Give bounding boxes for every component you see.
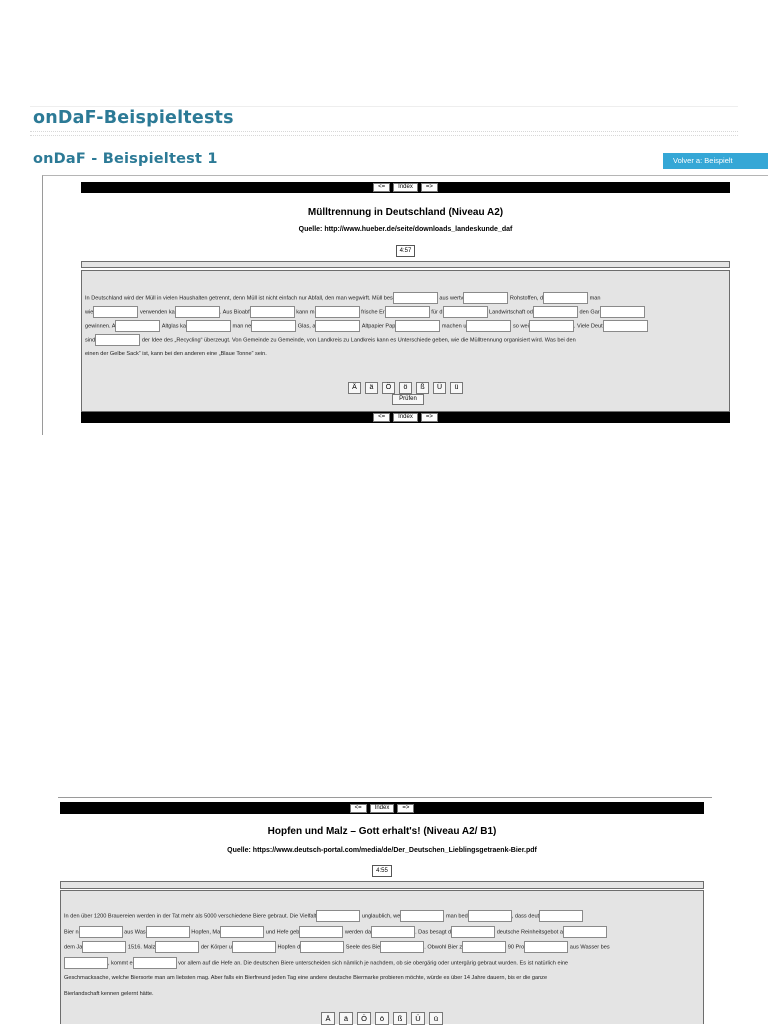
nav-index-button[interactable]: Index [370,804,395,813]
test2-divider [58,797,712,798]
text-segment: man bed [444,913,468,920]
text-line [64,988,154,1000]
gap-input[interactable] [395,320,440,332]
text-segment: für d [429,309,443,316]
special-char-button[interactable]: Ö [357,1012,371,1025]
test1-timer: 4:57 [396,245,415,257]
gap-input[interactable] [82,941,126,953]
text-segment: . Das besagt d [415,928,452,935]
text-segment: werden da [343,928,372,935]
nav-prev-button[interactable]: <= [373,413,390,422]
text-line [64,941,610,953]
check-button[interactable]: Prüfen [392,394,424,405]
special-char-button[interactable]: Ä [348,382,361,394]
text-segment: der Körper u [199,944,232,951]
text-line [85,334,576,346]
text-segment: . Obwohl Bier z [424,944,463,951]
text-segment: deutsche Reinheitsgebot a [495,928,563,935]
gap-input[interactable] [533,306,578,318]
text-segment: wie [85,309,94,316]
test1-source: Quelle: http://www.hueber.de/seite/downloads_landeskunde_daf [298,226,513,233]
page-heading: onDaF-Beispieltests [33,108,234,128]
gap-input[interactable] [529,320,574,332]
text-segment: vor allem auf die Hefe an. Die deutschen Biere unterscheiden sich nämlich je nachdem, ob sie obergärig oder untergärig gebraut wurden. Es ist natürlich eine [176,959,569,966]
special-char-button[interactable]: Ö [382,382,395,394]
gap-input[interactable] [315,306,360,318]
gap-input[interactable] [451,926,495,938]
test2-timer: 4:55 [372,865,392,877]
gap-input[interactable] [299,926,343,938]
text-segment: kann m [294,309,315,316]
text-segment: man ne [230,323,252,330]
nav-next-button[interactable]: => [397,804,414,813]
special-char-button[interactable]: ü [429,1012,443,1025]
gap-input[interactable] [315,320,360,332]
text-segment: , dass deut [511,913,540,920]
text-line [85,348,267,360]
text-segment: Hopfen, Ma [189,928,221,935]
test1-special-chars [82,376,729,394]
test1-title: Mülltrennung in Deutschland (Niveau A2) [307,207,504,218]
text-segment: Altpapier Pap [360,323,396,330]
text-segment: aus Was [122,928,146,935]
gap-input[interactable] [146,926,190,938]
gap-input[interactable] [300,941,344,953]
gap-input[interactable] [524,941,568,953]
text-line [64,926,607,938]
text-segment: . Viele Deut [573,323,603,330]
nav-prev-button[interactable]: <= [350,804,367,813]
heading-divider [30,131,738,136]
back-button[interactable]: Volver a: Beispielt [663,153,768,169]
text-line [64,972,547,984]
text-segment: , kommt e [108,959,133,966]
text-segment: Hopfen d [275,944,301,951]
gap-input[interactable] [133,957,177,969]
nav-next-button[interactable]: => [421,413,438,422]
text-segment: Bier n [64,928,79,935]
text-segment: 90 Pro [506,944,525,951]
gap-input[interactable] [462,941,506,953]
test2-exercise-box [60,890,704,1024]
gap-input[interactable] [463,292,508,304]
gap-input[interactable] [539,910,583,922]
gap-input[interactable] [251,320,296,332]
test1-nav-bottom [81,412,730,423]
text-segment: Seele des Bie [344,944,381,951]
test2-nav-top [60,802,704,814]
text-line [85,320,648,332]
special-char-button[interactable]: ß [416,382,429,394]
page-subheading: onDaF - Beispieltest 1 [33,151,218,167]
text-segment: In den über 1200 Brauereien werden in der Tat mehr als 5000 verschiedene Biere gebraut. Die Vielfalt [64,913,317,920]
text-segment: gewinnen. A [85,323,116,330]
text-segment: Geschmacksache, welche Biersorte man am liebsten mag. Aber falls ein Bierfreund jeden Tag eine andere deutsche Biermarke probieren möchte, würde es über 14 Jahre dauern, bis er die ganze [64,975,548,981]
gap-input[interactable] [563,926,607,938]
text-segment: sind [85,337,96,344]
text-segment: . Aus Bioabf [219,309,250,316]
text-line [85,292,601,304]
gap-input[interactable] [380,941,424,953]
gap-input[interactable] [543,292,588,304]
gap-input[interactable] [250,306,295,318]
gap-input[interactable] [600,306,645,318]
test1-exercise-box [81,270,730,412]
test2-special-chars [61,1008,703,1026]
gap-input[interactable] [79,926,123,938]
nav-prev-button[interactable]: <= [373,183,390,192]
test2-source: Quelle: https://www.deutsch-portal.com/media/de/Der_Deutschen_Lieblingsgetraenk-Bier.pdf [227,847,537,854]
gap-input[interactable] [93,306,138,318]
text-segment: unglaublich, we [360,913,401,920]
text-segment: man [588,295,601,302]
text-segment: 1516. Malz [126,944,156,951]
gap-input[interactable] [175,306,220,318]
gap-input[interactable] [400,910,444,922]
special-char-button[interactable]: Ü [433,382,446,394]
text-segment: und Hefe geb [264,928,300,935]
text-segment: Rohstoffen, d [508,295,544,302]
nav-index-button[interactable]: Index [393,413,418,422]
nav-index-button[interactable]: Index [393,183,418,192]
gap-input[interactable] [466,320,511,332]
text-segment: verwenden ka [138,309,175,316]
gap-input[interactable] [64,957,108,969]
gap-input[interactable] [371,926,415,938]
text-segment: Landwirtschaft od [487,309,533,316]
text-line [64,957,568,969]
text-segment: so wei [511,323,529,330]
special-char-button[interactable]: Ä [321,1012,335,1025]
text-line [64,910,583,922]
nav-next-button[interactable]: => [421,183,438,192]
gap-input[interactable] [393,292,438,304]
top-divider [30,106,738,107]
text-segment: aus wertv [437,295,464,302]
text-segment: dem Ja [64,944,83,951]
gap-input[interactable] [385,306,430,318]
text-segment: Altglas ka [160,323,186,330]
gap-input[interactable] [603,320,648,332]
gap-input[interactable] [316,910,360,922]
gap-input[interactable] [468,910,512,922]
text-segment: frische Er [359,309,385,316]
gap-input[interactable] [220,926,264,938]
test1-strip [81,261,730,268]
text-segment: den Gar [577,309,600,316]
special-char-button[interactable]: ü [450,382,463,394]
gap-input[interactable] [232,941,276,953]
text-segment: Glas, a [296,323,316,330]
special-char-button[interactable]: ß [393,1012,407,1025]
text-segment: Bierlandschaft kennen gelernt hätte. [64,990,154,997]
gap-input[interactable] [155,941,199,953]
test2-strip [60,881,704,889]
special-char-button[interactable]: Ü [411,1012,425,1025]
test1-nav-top [81,182,730,193]
gap-input[interactable] [186,320,231,332]
gap-input[interactable] [95,334,140,346]
special-char-button[interactable]: ä [365,382,378,394]
text-segment: machen u [440,323,467,330]
text-segment: In Deutschland wird der Müll in vielen Haushalten getrennt, denn Müll ist nicht einfach nur Abfall, den man wegwirft. Müll bes [85,295,393,302]
special-char-button[interactable]: ö [375,1012,389,1025]
text-line [85,306,645,318]
gap-input[interactable] [115,320,160,332]
special-char-button[interactable]: ä [339,1012,353,1025]
special-char-button[interactable]: ö [399,382,412,394]
gap-input[interactable] [443,306,488,318]
test2-title: Hopfen und Malz – Gott erhalt's! (Niveau A2/ B1) [267,826,497,837]
text-segment: aus Wasser bes [568,944,610,951]
text-segment: einen der Gelbe Sack“ ist, kann bei den anderen eine „Blaue Tonne“ sein. [85,351,267,357]
text-segment: der Idee des „Recycling“ überzeugt. Von Gemeinde zu Gemeinde, von Landkreis zu Landkreis kann es Unterschiede geben, wie die Mülltrennung organisiert wird. Was bei den [140,337,576,344]
